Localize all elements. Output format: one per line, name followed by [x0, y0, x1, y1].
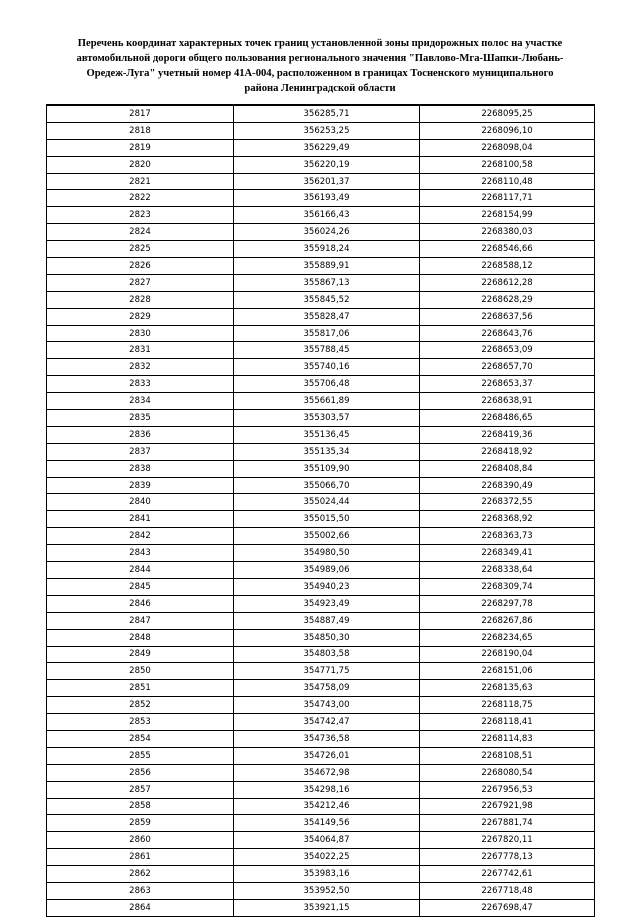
table-row: [47, 460, 595, 477]
x-coordinate-cell: 355918,24: [234, 241, 420, 258]
point-number-cell: 2838: [47, 460, 234, 477]
table-row: [47, 899, 595, 916]
x-coordinate-cell: 355788,45: [234, 342, 420, 359]
point-number-cell: 2837: [47, 443, 234, 460]
point-number-cell: 2863: [47, 882, 234, 899]
y-coordinate-cell: 2268408,84: [420, 460, 595, 477]
y-coordinate-cell: 2268110,48: [420, 173, 595, 190]
x-coordinate-cell: 354672,98: [234, 764, 420, 781]
table-row: [47, 190, 595, 207]
y-coordinate-cell: 2268612,28: [420, 274, 595, 291]
table-row: [47, 781, 595, 798]
point-number-cell: 2830: [47, 325, 234, 342]
x-coordinate-cell: 355136,45: [234, 426, 420, 443]
point-number-cell: 2827: [47, 274, 234, 291]
table-row: [47, 477, 595, 494]
x-coordinate-cell: 356193,49: [234, 190, 420, 207]
point-number-cell: 2828: [47, 291, 234, 308]
y-coordinate-cell: 2268638,91: [420, 393, 595, 410]
x-coordinate-cell: 354064,87: [234, 832, 420, 849]
y-coordinate-cell: 2268637,56: [420, 308, 595, 325]
table-row: [47, 359, 595, 376]
x-coordinate-cell: 354771,75: [234, 663, 420, 680]
y-coordinate-cell: 2268154,99: [420, 207, 595, 224]
x-coordinate-cell: 353921,15: [234, 899, 420, 916]
y-coordinate-cell: 2268098,04: [420, 139, 595, 156]
table-row: [47, 122, 595, 139]
x-coordinate-cell: 355015,50: [234, 511, 420, 528]
x-coordinate-cell: 354298,16: [234, 781, 420, 798]
table-row: [47, 342, 595, 359]
table-row: [47, 798, 595, 815]
point-number-cell: 2864: [47, 899, 234, 916]
point-number-cell: 2844: [47, 562, 234, 579]
y-coordinate-cell: 2268372,55: [420, 494, 595, 511]
x-coordinate-cell: 354758,09: [234, 680, 420, 697]
x-coordinate-cell: 356201,37: [234, 173, 420, 190]
table-row: [47, 747, 595, 764]
y-coordinate-cell: 2268151,06: [420, 663, 595, 680]
x-coordinate-cell: 355109,90: [234, 460, 420, 477]
y-coordinate-cell: 2268190,04: [420, 646, 595, 663]
table-row: [47, 308, 595, 325]
y-coordinate-cell: 2268380,03: [420, 224, 595, 241]
table-row: [47, 156, 595, 173]
y-coordinate-cell: 2267778,13: [420, 849, 595, 866]
x-coordinate-cell: 355828,47: [234, 308, 420, 325]
x-coordinate-cell: 355706,48: [234, 376, 420, 393]
table-row: [47, 494, 595, 511]
y-coordinate-cell: 2268100,58: [420, 156, 595, 173]
table-row: [47, 866, 595, 883]
point-number-cell: 2818: [47, 122, 234, 139]
x-coordinate-cell: 356220,19: [234, 156, 420, 173]
table-row: [47, 241, 595, 258]
point-number-cell: 2861: [47, 849, 234, 866]
table-row: [47, 562, 595, 579]
point-number-cell: 2833: [47, 376, 234, 393]
table-row: [47, 325, 595, 342]
title-line: Оредеж-Луга" учетный номер 41А-004, расположенном в границах Тосненского муниципального: [86, 68, 554, 79]
y-coordinate-cell: 2268588,12: [420, 258, 595, 275]
point-number-cell: 2860: [47, 832, 234, 849]
y-coordinate-cell: 2268234,65: [420, 629, 595, 646]
coordinates-table-body: [47, 105, 595, 916]
x-coordinate-cell: 356166,43: [234, 207, 420, 224]
table-row: [47, 410, 595, 427]
y-coordinate-cell: 2267698,47: [420, 899, 595, 916]
x-coordinate-cell: 354940,23: [234, 578, 420, 595]
x-coordinate-cell: 356229,49: [234, 139, 420, 156]
y-coordinate-cell: 2268419,36: [420, 426, 595, 443]
point-number-cell: 2857: [47, 781, 234, 798]
table-row: [47, 629, 595, 646]
table-row: [47, 832, 595, 849]
point-number-cell: 2854: [47, 730, 234, 747]
table-row: [47, 815, 595, 832]
point-number-cell: 2850: [47, 663, 234, 680]
coordinates-table: [46, 104, 595, 917]
point-number-cell: 2858: [47, 798, 234, 815]
y-coordinate-cell: 2268297,78: [420, 595, 595, 612]
y-coordinate-cell: 2267718,48: [420, 882, 595, 899]
x-coordinate-cell: 354212,46: [234, 798, 420, 815]
x-coordinate-cell: 355661,89: [234, 393, 420, 410]
point-number-cell: 2831: [47, 342, 234, 359]
y-coordinate-cell: 2268135,63: [420, 680, 595, 697]
table-row: [47, 764, 595, 781]
point-number-cell: 2832: [47, 359, 234, 376]
title-line: района Ленинградской области: [244, 83, 396, 94]
y-coordinate-cell: 2268363,73: [420, 528, 595, 545]
title-line: Перечень координат характерных точек границ установленной зоны придорожных полос на участке: [77, 38, 563, 49]
x-coordinate-cell: 354742,47: [234, 714, 420, 731]
document-title: [40, 36, 600, 96]
table-row: [47, 426, 595, 443]
y-coordinate-cell: 2268108,51: [420, 747, 595, 764]
point-number-cell: 2840: [47, 494, 234, 511]
y-coordinate-cell: 2268118,41: [420, 714, 595, 731]
x-coordinate-cell: 354022,25: [234, 849, 420, 866]
point-number-cell: 2821: [47, 173, 234, 190]
table-row: [47, 595, 595, 612]
x-coordinate-cell: 354887,49: [234, 612, 420, 629]
point-number-cell: 2846: [47, 595, 234, 612]
point-number-cell: 2836: [47, 426, 234, 443]
point-number-cell: 2825: [47, 241, 234, 258]
point-number-cell: 2845: [47, 578, 234, 595]
x-coordinate-cell: 355024,44: [234, 494, 420, 511]
point-number-cell: 2819: [47, 139, 234, 156]
x-coordinate-cell: 354923,49: [234, 595, 420, 612]
x-coordinate-cell: 355002,66: [234, 528, 420, 545]
table-row: [47, 545, 595, 562]
x-coordinate-cell: 355740,16: [234, 359, 420, 376]
y-coordinate-cell: 2268653,09: [420, 342, 595, 359]
x-coordinate-cell: 356253,25: [234, 122, 420, 139]
table-row: [47, 882, 595, 899]
table-row: [47, 511, 595, 528]
point-number-cell: 2826: [47, 258, 234, 275]
x-coordinate-cell: 354850,30: [234, 629, 420, 646]
table-row: [47, 646, 595, 663]
table-row: [47, 697, 595, 714]
x-coordinate-cell: 356024,26: [234, 224, 420, 241]
y-coordinate-cell: 2268390,49: [420, 477, 595, 494]
table-row: [47, 376, 595, 393]
point-number-cell: 2823: [47, 207, 234, 224]
point-number-cell: 2855: [47, 747, 234, 764]
table-row: [47, 258, 595, 275]
table-row: [47, 612, 595, 629]
point-number-cell: 2852: [47, 697, 234, 714]
x-coordinate-cell: 354989,06: [234, 562, 420, 579]
table-row: [47, 663, 595, 680]
point-number-cell: 2856: [47, 764, 234, 781]
point-number-cell: 2835: [47, 410, 234, 427]
y-coordinate-cell: 2268080,54: [420, 764, 595, 781]
x-coordinate-cell: 353983,16: [234, 866, 420, 883]
point-number-cell: 2820: [47, 156, 234, 173]
y-coordinate-cell: 2268267,86: [420, 612, 595, 629]
x-coordinate-cell: 354726,01: [234, 747, 420, 764]
y-coordinate-cell: 2268118,75: [420, 697, 595, 714]
table-row: [47, 274, 595, 291]
table-row: [47, 393, 595, 410]
table-row: [47, 224, 595, 241]
point-number-cell: 2824: [47, 224, 234, 241]
x-coordinate-cell: 355135,34: [234, 443, 420, 460]
title-line: автомобильной дороги общего пользования регионального значения "Павлово-Мга-Шапки-Любань-: [76, 53, 564, 64]
y-coordinate-cell: 2268349,41: [420, 545, 595, 562]
table-row: [47, 528, 595, 545]
y-coordinate-cell: 2268657,70: [420, 359, 595, 376]
x-coordinate-cell: 354803,58: [234, 646, 420, 663]
y-coordinate-cell: 2268114,83: [420, 730, 595, 747]
point-number-cell: 2822: [47, 190, 234, 207]
y-coordinate-cell: 2267956,53: [420, 781, 595, 798]
x-coordinate-cell: 355845,52: [234, 291, 420, 308]
y-coordinate-cell: 2267881,74: [420, 815, 595, 832]
y-coordinate-cell: 2268117,71: [420, 190, 595, 207]
table-row: [47, 291, 595, 308]
x-coordinate-cell: 353952,50: [234, 882, 420, 899]
point-number-cell: 2842: [47, 528, 234, 545]
x-coordinate-cell: 355817,06: [234, 325, 420, 342]
point-number-cell: 2848: [47, 629, 234, 646]
y-coordinate-cell: 2268643,76: [420, 325, 595, 342]
y-coordinate-cell: 2267820,11: [420, 832, 595, 849]
y-coordinate-cell: 2268095,25: [420, 105, 595, 122]
y-coordinate-cell: 2268546,66: [420, 241, 595, 258]
x-coordinate-cell: 355303,57: [234, 410, 420, 427]
point-number-cell: 2841: [47, 511, 234, 528]
point-number-cell: 2859: [47, 815, 234, 832]
x-coordinate-cell: 356285,71: [234, 105, 420, 122]
table-row: [47, 207, 595, 224]
x-coordinate-cell: 354980,50: [234, 545, 420, 562]
point-number-cell: 2839: [47, 477, 234, 494]
point-number-cell: 2843: [47, 545, 234, 562]
y-coordinate-cell: 2268418,92: [420, 443, 595, 460]
point-number-cell: 2817: [47, 105, 234, 122]
y-coordinate-cell: 2268368,92: [420, 511, 595, 528]
point-number-cell: 2829: [47, 308, 234, 325]
y-coordinate-cell: 2267921,98: [420, 798, 595, 815]
point-number-cell: 2853: [47, 714, 234, 731]
x-coordinate-cell: 355867,13: [234, 274, 420, 291]
table-row: [47, 714, 595, 731]
y-coordinate-cell: 2267742,61: [420, 866, 595, 883]
table-row: [47, 680, 595, 697]
point-number-cell: 2847: [47, 612, 234, 629]
x-coordinate-cell: 354736,58: [234, 730, 420, 747]
table-row: [47, 173, 595, 190]
point-number-cell: 2862: [47, 866, 234, 883]
table-row: [47, 139, 595, 156]
x-coordinate-cell: 355889,91: [234, 258, 420, 275]
x-coordinate-cell: 355066,70: [234, 477, 420, 494]
point-number-cell: 2851: [47, 680, 234, 697]
table-row: [47, 578, 595, 595]
table-row: [47, 443, 595, 460]
table-row: [47, 849, 595, 866]
y-coordinate-cell: 2268486,65: [420, 410, 595, 427]
y-coordinate-cell: 2268653,37: [420, 376, 595, 393]
table-row: [47, 730, 595, 747]
x-coordinate-cell: 354743,00: [234, 697, 420, 714]
y-coordinate-cell: 2268096,10: [420, 122, 595, 139]
point-number-cell: 2834: [47, 393, 234, 410]
table-row: [47, 105, 595, 122]
y-coordinate-cell: 2268628,29: [420, 291, 595, 308]
y-coordinate-cell: 2268309,74: [420, 578, 595, 595]
x-coordinate-cell: 354149,56: [234, 815, 420, 832]
y-coordinate-cell: 2268338,64: [420, 562, 595, 579]
point-number-cell: 2849: [47, 646, 234, 663]
